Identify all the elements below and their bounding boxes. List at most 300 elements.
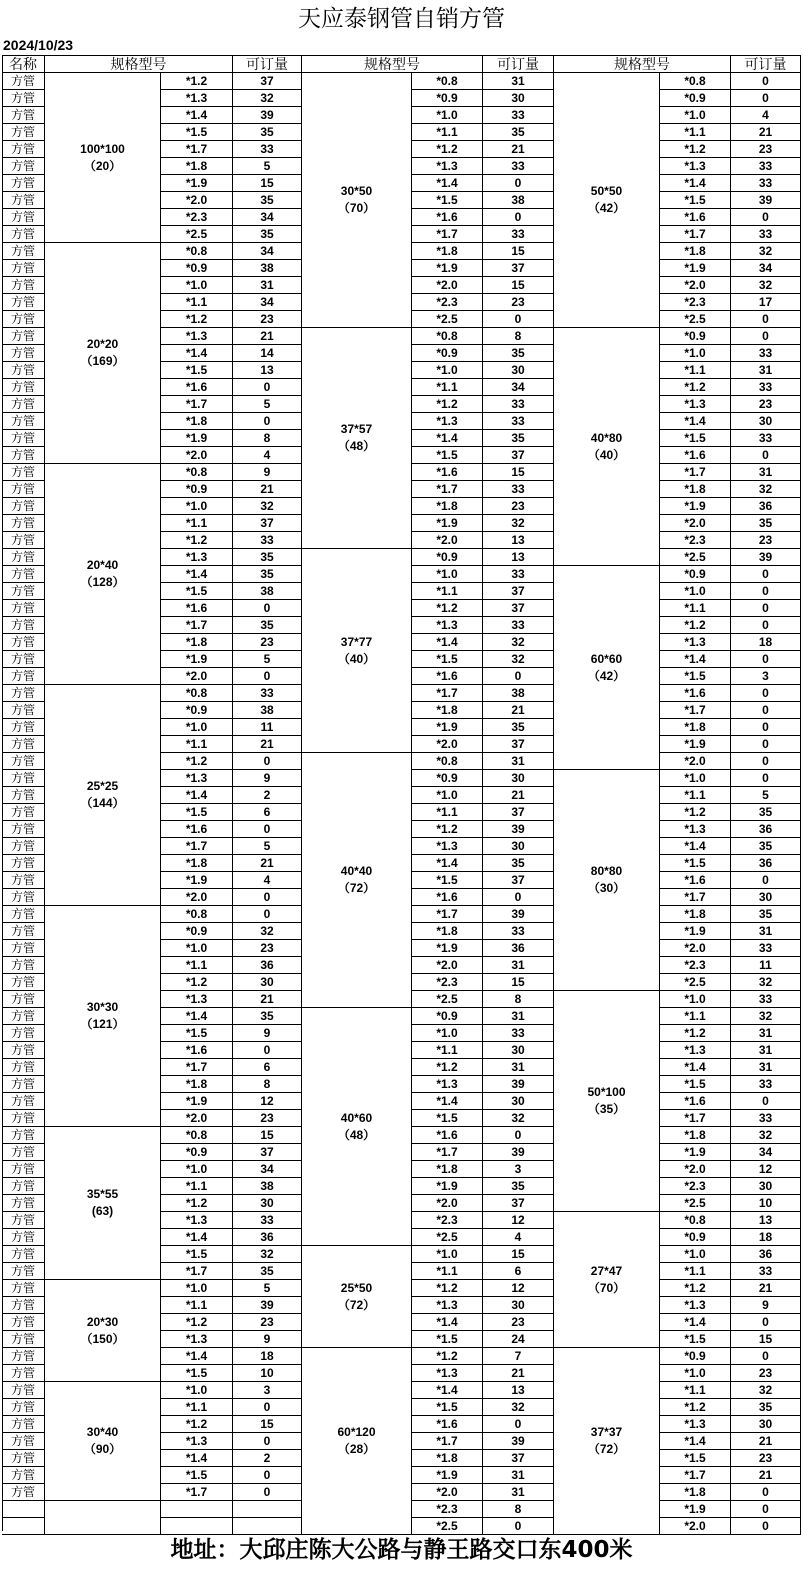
product-name-cell: 方管 bbox=[2, 481, 45, 498]
thickness-cell: *1.4 bbox=[412, 1382, 483, 1399]
thickness-cell: *1.1 bbox=[660, 600, 731, 617]
thickness-cell: *1.2 bbox=[412, 1280, 483, 1297]
thickness-cell: *1.3 bbox=[161, 1212, 233, 1229]
thickness-cell: *1.0 bbox=[412, 362, 483, 379]
product-name-cell: 方管 bbox=[2, 1144, 45, 1161]
thickness-cell: *1.6 bbox=[660, 447, 731, 464]
thickness-cell: *1.7 bbox=[161, 141, 233, 158]
thickness-cell: *1.7 bbox=[161, 1263, 233, 1280]
quantity-cell: 37 bbox=[483, 872, 554, 889]
thickness-cell: *1.9 bbox=[412, 1178, 483, 1195]
quantity-cell: 39 bbox=[483, 1433, 554, 1450]
thickness-cell: *1.2 bbox=[412, 396, 483, 413]
thickness-cell: *1.9 bbox=[161, 872, 233, 889]
spec-size: 40*80 bbox=[590, 430, 623, 445]
quantity-cell: 33 bbox=[483, 396, 554, 413]
thickness-cell: *1.8 bbox=[161, 413, 233, 430]
header-spec: 规格型号 bbox=[45, 55, 233, 73]
quantity-cell: 23 bbox=[731, 141, 801, 158]
quantity-cell: 9 bbox=[731, 1297, 801, 1314]
product-name-cell: 方管 bbox=[2, 600, 45, 617]
spec-size: 35*55 bbox=[86, 1187, 119, 1201]
product-name-cell: 方管 bbox=[2, 1450, 45, 1467]
quantity-cell: 0 bbox=[731, 328, 801, 345]
quantity-cell: 15 bbox=[233, 1416, 302, 1433]
thickness-cell: *1.4 bbox=[161, 566, 233, 583]
quantity-cell: 37 bbox=[483, 583, 554, 600]
quantity-cell: 7 bbox=[483, 1348, 554, 1365]
thickness-cell: *2.0 bbox=[660, 940, 731, 957]
quantity-cell: 0 bbox=[233, 1484, 302, 1501]
quantity-cell: 23 bbox=[731, 532, 801, 549]
thickness-cell: *0.9 bbox=[660, 566, 731, 583]
quantity-cell: 31 bbox=[731, 1042, 801, 1059]
thickness-cell: *1.2 bbox=[412, 1348, 483, 1365]
quantity-cell: 37 bbox=[483, 260, 554, 277]
quantity-cell: 31 bbox=[483, 957, 554, 974]
thickness-cell: *1.2 bbox=[660, 1399, 731, 1416]
quantity-cell: 3 bbox=[233, 1382, 302, 1399]
spec-size: 37*57 bbox=[340, 422, 373, 436]
quantity-cell: 0 bbox=[731, 1484, 801, 1501]
thickness-cell: *1.5 bbox=[412, 192, 483, 209]
quantity-cell: 21 bbox=[233, 855, 302, 872]
quantity-cell: 0 bbox=[233, 889, 302, 906]
thickness-cell: *1.9 bbox=[161, 1093, 233, 1110]
spec-size: 20*30 bbox=[86, 1314, 119, 1329]
quantity-cell: 9 bbox=[233, 464, 302, 481]
quantity-cell: 33 bbox=[483, 158, 554, 175]
thickness-cell: *0.9 bbox=[412, 549, 483, 566]
product-name-cell: 方管 bbox=[2, 277, 45, 294]
spec-count: （72） bbox=[587, 1442, 626, 1456]
spec-group bbox=[302, 1008, 412, 1246]
thickness-cell: *1.6 bbox=[660, 1093, 731, 1110]
product-name-cell: 方管 bbox=[2, 413, 45, 430]
product-name-cell: 方管 bbox=[2, 430, 45, 447]
quantity-cell: 6 bbox=[483, 1263, 554, 1280]
thickness-cell: *1.8 bbox=[161, 158, 233, 175]
quantity-cell: 0 bbox=[731, 685, 801, 702]
quantity-cell: 31 bbox=[731, 362, 801, 379]
quantity-cell: 0 bbox=[731, 872, 801, 889]
spec-group bbox=[302, 753, 412, 1008]
quantity-cell: 34 bbox=[731, 1144, 801, 1161]
thickness-cell: *1.8 bbox=[412, 1450, 483, 1467]
thickness-cell: *1.0 bbox=[161, 940, 233, 957]
quantity-cell: 0 bbox=[483, 1416, 554, 1433]
thickness-cell: *1.6 bbox=[161, 600, 233, 617]
thickness-cell: *2.5 bbox=[660, 974, 731, 991]
quantity-cell: 39 bbox=[483, 906, 554, 923]
thickness-cell: *1.1 bbox=[412, 124, 483, 141]
quantity-cell: 31 bbox=[731, 1059, 801, 1076]
thickness-cell: *1.5 bbox=[660, 430, 731, 447]
quantity-cell: 34 bbox=[483, 379, 554, 396]
product-name-cell: 方管 bbox=[2, 175, 45, 192]
thickness-cell: *1.2 bbox=[161, 753, 233, 770]
quantity-cell: 0 bbox=[233, 413, 302, 430]
thickness-cell: *0.9 bbox=[412, 770, 483, 787]
product-name-cell: 方管 bbox=[2, 1297, 45, 1314]
quantity-cell: 32 bbox=[483, 651, 554, 668]
quantity-cell: 36 bbox=[483, 940, 554, 957]
quantity-cell: 35 bbox=[731, 515, 801, 532]
thickness-cell: *1.0 bbox=[161, 719, 233, 736]
product-name-cell: 方管 bbox=[2, 379, 45, 396]
thickness-cell: *2.3 bbox=[412, 1212, 483, 1229]
thickness-cell: *1.1 bbox=[660, 1008, 731, 1025]
product-name-cell: 方管 bbox=[2, 787, 45, 804]
thickness-cell: *1.0 bbox=[660, 1246, 731, 1263]
product-name-cell: 方管 bbox=[2, 583, 45, 600]
quantity-cell: 35 bbox=[233, 226, 302, 243]
quantity-cell: 5 bbox=[233, 158, 302, 175]
spec-size: 100*100 bbox=[80, 141, 125, 156]
quantity-cell: 12 bbox=[731, 1161, 801, 1178]
quantity-cell: 2 bbox=[233, 1450, 302, 1467]
thickness-cell: *2.0 bbox=[412, 736, 483, 753]
quantity-cell: 35 bbox=[483, 345, 554, 362]
thickness-cell: *1.9 bbox=[161, 651, 233, 668]
quantity-cell: 33 bbox=[731, 1110, 801, 1127]
product-name-cell: 方管 bbox=[2, 1195, 45, 1212]
thickness-cell: *1.6 bbox=[412, 1416, 483, 1433]
product-name-cell: 方管 bbox=[2, 872, 45, 889]
quantity-cell: 21 bbox=[731, 1280, 801, 1297]
spec-group bbox=[302, 1246, 412, 1348]
quantity-cell: 30 bbox=[731, 889, 801, 906]
thickness-cell: *1.2 bbox=[660, 1025, 731, 1042]
product-name-cell: 方管 bbox=[2, 651, 45, 668]
product-name-cell: 方管 bbox=[2, 1433, 45, 1450]
quantity-cell: 38 bbox=[483, 192, 554, 209]
quantity-cell: 9 bbox=[233, 1331, 302, 1348]
quantity-cell: 33 bbox=[731, 379, 801, 396]
thickness-cell: *1.4 bbox=[412, 175, 483, 192]
thickness-cell: *0.8 bbox=[161, 685, 233, 702]
thickness-cell: *1.9 bbox=[412, 260, 483, 277]
thickness-cell: *1.8 bbox=[412, 923, 483, 940]
quantity-cell: 32 bbox=[483, 1110, 554, 1127]
quantity-cell: 32 bbox=[233, 498, 302, 515]
thickness-cell: *1.5 bbox=[161, 1246, 233, 1263]
quantity-cell: 0 bbox=[731, 311, 801, 328]
product-name-cell: 方管 bbox=[2, 311, 45, 328]
thickness-cell: *1.8 bbox=[660, 719, 731, 736]
spec-size: 40*40 bbox=[340, 864, 373, 878]
quantity-cell: 8 bbox=[483, 991, 554, 1008]
quantity-cell: 31 bbox=[483, 73, 554, 90]
header-qty: 可订量 bbox=[731, 55, 801, 73]
product-name-cell: 方管 bbox=[2, 1042, 45, 1059]
thickness-cell: *1.3 bbox=[161, 1433, 233, 1450]
date-label: 2024/10/23 bbox=[3, 37, 74, 53]
quantity-cell: 23 bbox=[483, 1314, 554, 1331]
quantity-cell: 3 bbox=[731, 668, 801, 685]
thickness-cell: *1.0 bbox=[412, 1246, 483, 1263]
thickness-cell: *1.8 bbox=[412, 498, 483, 515]
thickness-cell: *1.0 bbox=[161, 1382, 233, 1399]
quantity-cell: 0 bbox=[483, 889, 554, 906]
quantity-cell: 30 bbox=[731, 413, 801, 430]
product-name-cell: 方管 bbox=[2, 1416, 45, 1433]
spec-group bbox=[554, 566, 660, 770]
thickness-cell: *0.9 bbox=[412, 90, 483, 107]
quantity-cell: 21 bbox=[233, 328, 302, 345]
spec-group bbox=[45, 685, 161, 906]
thickness-cell bbox=[161, 1501, 233, 1518]
thickness-cell: *1.5 bbox=[660, 1331, 731, 1348]
header-spec: 规格型号 bbox=[554, 55, 731, 73]
quantity-cell: 23 bbox=[483, 498, 554, 515]
thickness-cell: *1.5 bbox=[161, 1365, 233, 1382]
quantity-cell: 23 bbox=[233, 1314, 302, 1331]
product-name-cell: 方管 bbox=[2, 549, 45, 566]
thickness-cell: *1.8 bbox=[412, 702, 483, 719]
thickness-cell: *1.5 bbox=[161, 583, 233, 600]
thickness-cell: *1.2 bbox=[161, 532, 233, 549]
thickness-cell: *1.4 bbox=[660, 1059, 731, 1076]
quantity-cell: 36 bbox=[731, 498, 801, 515]
quantity-cell: 35 bbox=[233, 566, 302, 583]
thickness-cell: *1.8 bbox=[161, 634, 233, 651]
thickness-cell: *1.4 bbox=[161, 1229, 233, 1246]
quantity-cell: 30 bbox=[233, 974, 302, 991]
quantity-cell: 37 bbox=[233, 515, 302, 532]
quantity-cell: 33 bbox=[483, 413, 554, 430]
thickness-cell: *1.5 bbox=[660, 668, 731, 685]
thickness-cell: *1.8 bbox=[161, 855, 233, 872]
thickness-cell: *1.3 bbox=[412, 1365, 483, 1382]
spec-count: （70） bbox=[587, 1280, 626, 1295]
quantity-cell: 33 bbox=[233, 141, 302, 158]
thickness-cell: *1.0 bbox=[660, 1365, 731, 1382]
product-name-cell: 方管 bbox=[2, 1212, 45, 1229]
quantity-cell: 35 bbox=[731, 804, 801, 821]
thickness-cell: *1.4 bbox=[660, 651, 731, 668]
quantity-cell: 15 bbox=[483, 464, 554, 481]
thickness-cell: *2.3 bbox=[412, 294, 483, 311]
thickness-cell: *1.9 bbox=[660, 1501, 731, 1518]
spec-group bbox=[554, 328, 660, 566]
thickness-cell: *1.2 bbox=[412, 1059, 483, 1076]
thickness-cell: *2.3 bbox=[660, 1178, 731, 1195]
thickness-cell: *1.4 bbox=[161, 345, 233, 362]
thickness-cell: *1.0 bbox=[660, 345, 731, 362]
quantity-cell: 17 bbox=[731, 294, 801, 311]
product-name-cell: 方管 bbox=[2, 1059, 45, 1076]
thickness-cell: *1.7 bbox=[161, 617, 233, 634]
thickness-cell: *1.6 bbox=[161, 379, 233, 396]
spec-count: （35） bbox=[587, 1102, 626, 1116]
thickness-cell: *1.7 bbox=[161, 838, 233, 855]
thickness-cell: *1.6 bbox=[412, 1127, 483, 1144]
product-name-cell: 方管 bbox=[2, 1076, 45, 1093]
spec-group bbox=[45, 1501, 161, 1535]
quantity-cell: 33 bbox=[483, 566, 554, 583]
quantity-cell: 38 bbox=[233, 702, 302, 719]
spec-size: 40*60 bbox=[340, 1110, 373, 1125]
product-name-cell: 方管 bbox=[2, 209, 45, 226]
product-name-cell: 方管 bbox=[2, 1348, 45, 1365]
spec-size: 30*50 bbox=[340, 184, 373, 198]
thickness-cell: *1.6 bbox=[161, 821, 233, 838]
quantity-cell: 0 bbox=[731, 617, 801, 634]
quantity-cell: 0 bbox=[731, 209, 801, 226]
quantity-cell: 8 bbox=[233, 1076, 302, 1093]
thickness-cell: *1.1 bbox=[161, 515, 233, 532]
thickness-cell: *1.9 bbox=[660, 923, 731, 940]
thickness-cell: *2.0 bbox=[161, 889, 233, 906]
spec-size: 60*60 bbox=[590, 651, 623, 666]
thickness-cell: *1.7 bbox=[412, 226, 483, 243]
quantity-cell: 4 bbox=[483, 1229, 554, 1246]
thickness-cell: *1.9 bbox=[412, 940, 483, 957]
thickness-cell: *1.9 bbox=[412, 719, 483, 736]
product-name-cell: 方管 bbox=[2, 1484, 45, 1501]
thickness-cell: *1.1 bbox=[161, 294, 233, 311]
thickness-cell: *1.4 bbox=[660, 175, 731, 192]
thickness-cell: *1.3 bbox=[412, 413, 483, 430]
header-name: 名称 bbox=[2, 55, 45, 73]
quantity-cell: 36 bbox=[731, 821, 801, 838]
thickness-cell: *2.5 bbox=[660, 311, 731, 328]
thickness-cell: *1.3 bbox=[660, 821, 731, 838]
quantity-cell: 30 bbox=[483, 770, 554, 787]
spec-count: （144） bbox=[80, 796, 125, 810]
quantity-cell: 35 bbox=[483, 1178, 554, 1195]
thickness-cell: *1.2 bbox=[660, 379, 731, 396]
quantity-cell: 38 bbox=[233, 1178, 302, 1195]
product-name-cell: 方管 bbox=[2, 1280, 45, 1297]
quantity-cell: 33 bbox=[731, 940, 801, 957]
quantity-cell: 34 bbox=[731, 260, 801, 277]
thickness-cell: *1.7 bbox=[660, 889, 731, 906]
quantity-cell: 35 bbox=[233, 1263, 302, 1280]
quantity-cell: 0 bbox=[731, 1093, 801, 1110]
quantity-cell: 5 bbox=[731, 787, 801, 804]
spec-count: （40） bbox=[587, 447, 626, 462]
thickness-cell: *2.3 bbox=[412, 1501, 483, 1518]
thickness-cell: *1.6 bbox=[412, 209, 483, 226]
thickness-cell: *2.3 bbox=[161, 209, 233, 226]
thickness-cell: *1.6 bbox=[660, 209, 731, 226]
thickness-cell: *1.1 bbox=[412, 379, 483, 396]
quantity-cell: 36 bbox=[233, 957, 302, 974]
thickness-cell: *1.9 bbox=[660, 1144, 731, 1161]
quantity-cell: 23 bbox=[731, 1450, 801, 1467]
thickness-cell: *2.0 bbox=[412, 1484, 483, 1501]
thickness-cell: *1.3 bbox=[161, 549, 233, 566]
quantity-cell: 0 bbox=[233, 1467, 302, 1484]
spec-size: 50*100 bbox=[587, 1085, 626, 1099]
product-name-cell: 方管 bbox=[2, 447, 45, 464]
thickness-cell: *1.7 bbox=[660, 226, 731, 243]
product-name-cell: 方管 bbox=[2, 821, 45, 838]
spec-count: （72） bbox=[337, 881, 376, 895]
thickness-cell: *1.2 bbox=[412, 821, 483, 838]
thickness-cell: *1.4 bbox=[412, 430, 483, 447]
thickness-cell: *1.3 bbox=[161, 90, 233, 107]
quantity-cell: 15 bbox=[233, 1127, 302, 1144]
thickness-cell: *0.8 bbox=[660, 1212, 731, 1229]
product-name-cell: 方管 bbox=[2, 1110, 45, 1127]
thickness-cell: *1.5 bbox=[161, 804, 233, 821]
thickness-cell: *1.8 bbox=[412, 1161, 483, 1178]
product-name-cell: 方管 bbox=[2, 804, 45, 821]
spec-group bbox=[554, 1212, 660, 1348]
thickness-cell: *1.5 bbox=[161, 362, 233, 379]
thickness-cell: *1.3 bbox=[660, 1416, 731, 1433]
stock-table bbox=[2, 55, 801, 1531]
quantity-cell: 0 bbox=[731, 73, 801, 90]
quantity-cell: 32 bbox=[731, 1127, 801, 1144]
thickness-cell: *1.2 bbox=[660, 1280, 731, 1297]
spec-size: 20*40 bbox=[86, 558, 119, 572]
product-name-cell: 方管 bbox=[2, 668, 45, 685]
thickness-cell: *0.8 bbox=[161, 243, 233, 260]
quantity-cell: 10 bbox=[731, 1195, 801, 1212]
product-name-cell: 方管 bbox=[2, 243, 45, 260]
thickness-cell: *2.0 bbox=[412, 532, 483, 549]
thickness-cell: *1.7 bbox=[161, 1484, 233, 1501]
thickness-cell: *2.0 bbox=[161, 1110, 233, 1127]
quantity-cell: 35 bbox=[233, 124, 302, 141]
thickness-cell: *0.8 bbox=[161, 906, 233, 923]
quantity-cell: 39 bbox=[731, 549, 801, 566]
quantity-cell: 15 bbox=[483, 243, 554, 260]
thickness-cell: *1.0 bbox=[660, 107, 731, 124]
quantity-cell: 0 bbox=[731, 447, 801, 464]
product-name-cell: 方管 bbox=[2, 1178, 45, 1195]
spec-group bbox=[302, 73, 412, 328]
thickness-cell: *1.0 bbox=[161, 277, 233, 294]
quantity-cell: 37 bbox=[483, 1195, 554, 1212]
thickness-cell: *1.5 bbox=[660, 1450, 731, 1467]
quantity-cell: 18 bbox=[731, 1229, 801, 1246]
thickness-cell: *1.7 bbox=[660, 1467, 731, 1484]
quantity-cell: 21 bbox=[731, 1467, 801, 1484]
thickness-cell: *1.5 bbox=[412, 872, 483, 889]
quantity-cell: 35 bbox=[233, 192, 302, 209]
thickness-cell: *1.4 bbox=[161, 787, 233, 804]
spec-count: （48） bbox=[337, 439, 376, 453]
spec-group bbox=[45, 1280, 161, 1382]
thickness-cell: *1.8 bbox=[412, 243, 483, 260]
thickness-cell: *1.3 bbox=[161, 1331, 233, 1348]
quantity-cell: 34 bbox=[233, 243, 302, 260]
quantity-cell: 38 bbox=[233, 260, 302, 277]
product-name-cell: 方管 bbox=[2, 923, 45, 940]
quantity-cell: 31 bbox=[483, 1484, 554, 1501]
quantity-cell: 0 bbox=[731, 770, 801, 787]
quantity-cell: 0 bbox=[483, 1518, 554, 1535]
quantity-cell bbox=[233, 1501, 302, 1518]
quantity-cell: 30 bbox=[483, 1297, 554, 1314]
quantity-cell: 0 bbox=[233, 753, 302, 770]
product-name-cell: 方管 bbox=[2, 634, 45, 651]
thickness-cell: *1.7 bbox=[412, 1144, 483, 1161]
thickness-cell: *2.5 bbox=[412, 311, 483, 328]
thickness-cell: *1.3 bbox=[412, 158, 483, 175]
spec-size: 37*37 bbox=[590, 1425, 623, 1439]
product-name-cell: 方管 bbox=[2, 1127, 45, 1144]
product-name-cell: 方管 bbox=[2, 107, 45, 124]
thickness-cell: *1.4 bbox=[161, 1450, 233, 1467]
product-name-cell: 方管 bbox=[2, 90, 45, 107]
quantity-cell: 23 bbox=[233, 940, 302, 957]
